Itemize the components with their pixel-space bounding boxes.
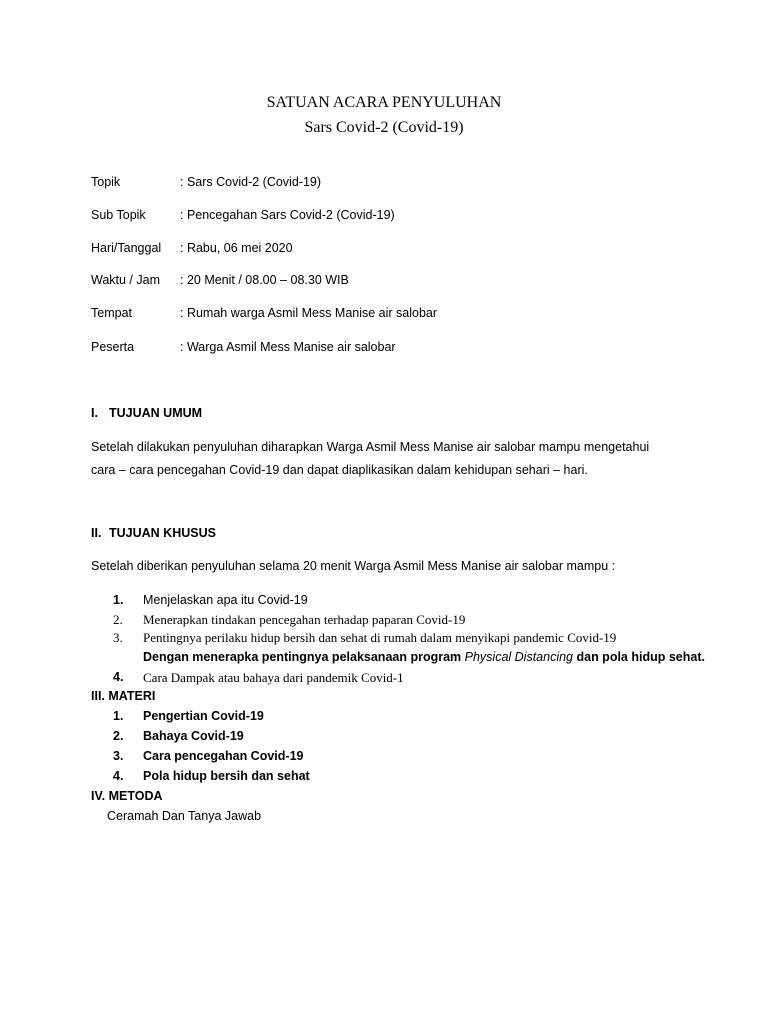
list-text: Menerapkan tindakan pencegahan terhadap paparan Covid-19	[143, 612, 466, 627]
list-text: Cara pencegahan Covid-19	[143, 749, 304, 763]
info-value: : Pencegahan Sars Covid-2 (Covid-19)	[180, 208, 395, 222]
paragraph-line: cara – cara pencegahan Covid-19 dan dapat diaplikasikan dalam kehidupan sehari – hari.	[91, 463, 588, 477]
heading-number: II.	[91, 526, 102, 540]
method-text: Ceramah Dan Tanya Jawab	[107, 809, 262, 823]
info-value: : Sars Covid-2 (Covid-19)	[180, 175, 322, 189]
section-heading-tujuan-umum	[91, 406, 203, 420]
list-number: 1.	[113, 593, 124, 607]
document-title: SATUAN ACARA PENYULUHAN	[266, 94, 502, 111]
section-intro: Setelah diberikan penyuluhan selama 20 menit Warga Asmil Mess Manise air salobar mampu :	[91, 559, 616, 573]
section-heading-tujuan-khusus	[91, 526, 216, 540]
list-text: Cara Dampak atau bahaya dari pandemik Covid-1	[143, 670, 404, 685]
list-text: Pengertian Covid-19	[143, 709, 264, 723]
list-number: 2.	[113, 729, 124, 743]
section-heading-metoda: IV. METODA	[91, 789, 163, 803]
list-number: 3.	[113, 749, 124, 763]
list-text-part: dan pola hidup sehat.	[573, 650, 705, 664]
list-number: 4.	[113, 769, 124, 783]
list-number: 4.	[113, 670, 124, 684]
list-text: Menjelaskan apa itu Covid-19	[143, 593, 308, 607]
document-subtitle: Sars Covid-2 (Covid-19)	[304, 119, 464, 136]
info-value: : Warga Asmil Mess Manise air salobar	[180, 340, 396, 354]
list-text-part: Dengan menerapka pentingnya pelaksanaan program	[143, 650, 465, 664]
list-text-italic: Physical Distancing	[464, 650, 574, 664]
list-text: Pentingnya perilaku hidup bersih dan sehat di rumah dalam menyikapi pandemic Covid-19	[143, 630, 617, 645]
list-number: 1.	[113, 709, 124, 723]
paragraph-line: Setelah dilakukan penyuluhan diharapkan Warga Asmil Mess Manise air salobar mampu mengetahui	[91, 440, 650, 454]
list-text: Pola hidup bersih dan sehat	[143, 769, 310, 783]
info-value: : Rabu, 06 mei 2020	[180, 241, 293, 255]
list-text	[143, 650, 705, 664]
info-label: Waktu / Jam	[91, 273, 160, 287]
info-label: Sub Topik	[91, 208, 146, 222]
list-text: Bahaya Covid-19	[143, 729, 244, 743]
list-number: 2.	[113, 612, 123, 627]
info-label: Tempat	[91, 306, 132, 320]
info-label: Peserta	[91, 340, 135, 354]
heading-text: TUJUAN KHUSUS	[109, 526, 216, 540]
info-label: Hari/Tanggal	[91, 241, 162, 255]
heading-text: TUJUAN UMUM	[109, 406, 203, 420]
info-value: : 20 Menit / 08.00 – 08.30 WIB	[180, 273, 349, 287]
info-label: Topik	[91, 175, 121, 189]
list-number: 3.	[113, 630, 123, 645]
section-heading-materi: III. MATERI	[91, 689, 156, 703]
heading-number: I.	[91, 406, 98, 420]
info-value: : Rumah warga Asmil Mess Manise air salobar	[180, 306, 438, 320]
